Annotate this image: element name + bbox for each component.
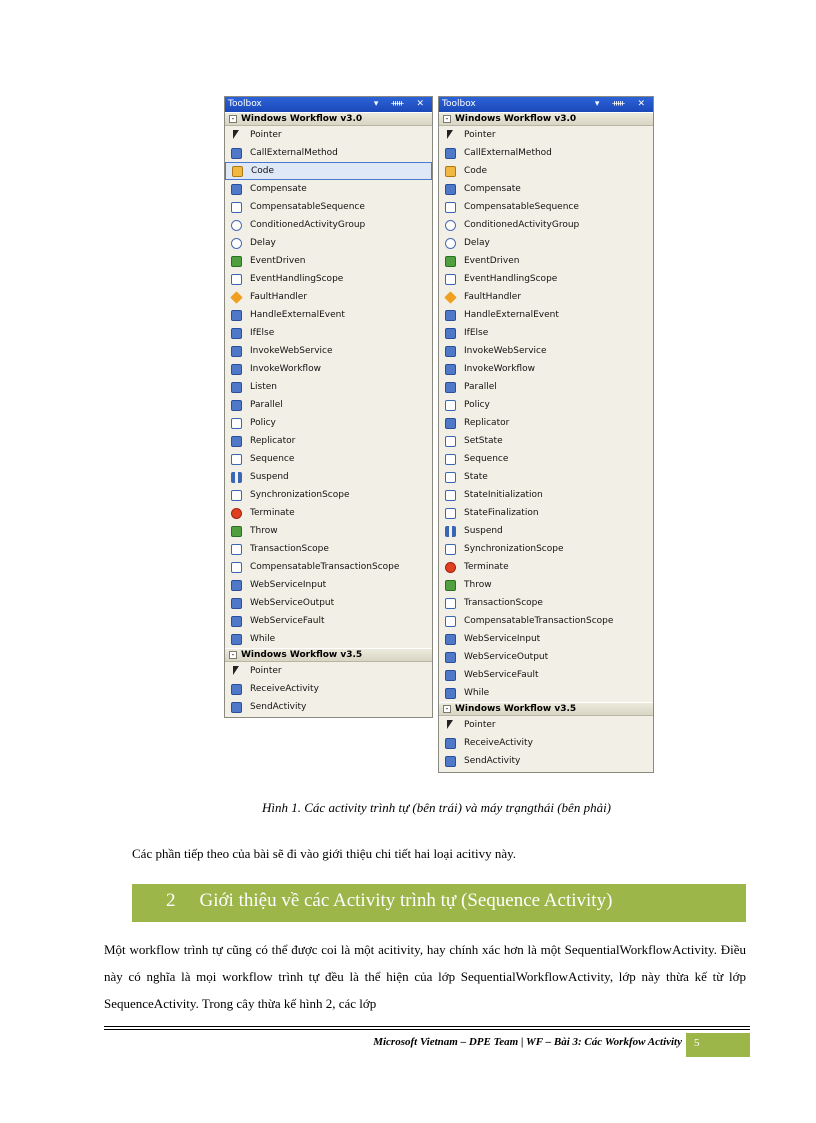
state-icon: [445, 472, 456, 483]
toolbox-item-web-service-input[interactable]: [225, 576, 432, 594]
body-paragraph: Một workflow trình tự cũng có thể được coi là một acitivity, hay chính xác hơn là một SequentialWorkflowActivity. Điều này có nghĩa là mọi workflow trình tự đều là thể hiện của lớp SequentialWorkflowActivity, lớp này thừa kế từ lớp SequenceActivity. Trong cây thừa kế hình 2, các lớp: [104, 942, 746, 1011]
compensatable-transaction-scope-icon: [445, 616, 456, 627]
collapse-icon[interactable]: -: [443, 705, 451, 713]
toolbox-item-label: CallExternalMethod: [464, 148, 552, 158]
toolbox-item-terminate[interactable]: [225, 504, 432, 522]
web-service-output-icon: [231, 598, 242, 609]
footer-rule: [104, 1026, 750, 1027]
toolbox-item-label: Parallel: [250, 400, 283, 410]
toolbox-item-label: Terminate: [250, 508, 295, 518]
set-state-icon: [445, 436, 456, 447]
toolbox-item-compensatable-transaction-scope[interactable]: [225, 558, 432, 576]
toolbox-item-label: CompensatableTransactionScope: [464, 616, 614, 626]
toolbox-item-label: EventHandlingScope: [250, 274, 344, 284]
toolbox-item-label: Policy: [250, 418, 276, 428]
web-service-input-icon: [231, 580, 242, 591]
toolbox-item-pointer[interactable]: [225, 662, 432, 680]
toolbox-item-label: Pointer: [464, 130, 496, 140]
send-activity-icon: [445, 756, 456, 767]
toolbox-item-delay[interactable]: [225, 234, 432, 252]
toolbox-item-web-service-fault[interactable]: [439, 666, 653, 684]
toolbox-titlebar: [439, 97, 653, 112]
parallel-icon: [445, 382, 456, 393]
policy-icon: [231, 418, 242, 429]
toolbox-item-fault-handler[interactable]: [439, 288, 653, 306]
toolbox-item-label: WebServiceInput: [250, 580, 327, 590]
toolbox-item-label: Code: [251, 166, 275, 176]
handle-external-event-icon: [445, 310, 456, 321]
toolbox-item-label: StateInitialization: [464, 490, 543, 500]
toolbox-item-label: InvokeWorkflow: [250, 364, 321, 374]
section-title: Giới thiệu về các Activity trình tự (Sequence Activity): [199, 890, 613, 911]
toolbox-item-throw[interactable]: [225, 522, 432, 540]
toolbox-item-label: CallExternalMethod: [250, 148, 338, 158]
window-controls-icon[interactable]: ▾ ᚔ ✕: [594, 99, 650, 109]
toolbox-item-transaction-scope[interactable]: [439, 594, 653, 612]
toolbox-right: [438, 96, 654, 773]
toolbox-item-label: ConditionedActivityGroup: [464, 220, 580, 230]
page-number: 5: [686, 1033, 750, 1057]
toolbox-item-synchronization-scope[interactable]: [225, 486, 432, 504]
section-heading: [132, 884, 746, 922]
toolbox-item-label: SynchronizationScope: [464, 544, 564, 554]
suspend-icon: [445, 526, 456, 537]
toolbox-item-label: SendActivity: [250, 702, 307, 712]
item-list: [439, 126, 653, 702]
toolbox-item-label: HandleExternalEvent: [464, 310, 559, 320]
toolbox-item-parallel[interactable]: [439, 378, 653, 396]
toolbox-item-state-initialization[interactable]: [439, 486, 653, 504]
toolbox-item-label: SetState: [464, 436, 503, 446]
toolbox-item-replicator[interactable]: [439, 414, 653, 432]
toolbox-item-label: Sequence: [250, 454, 295, 464]
toolbox-item-web-service-output[interactable]: [225, 594, 432, 612]
toolbox-item-while[interactable]: [439, 684, 653, 702]
toolbox-item-web-service-input[interactable]: [439, 630, 653, 648]
synchronization-scope-icon: [445, 544, 456, 555]
compensate-icon: [231, 184, 242, 195]
toolbox-item-conditioned-activity-group[interactable]: [439, 216, 653, 234]
replicator-icon: [231, 436, 242, 447]
pointer-icon: [231, 666, 242, 677]
toolbox-item-label: InvokeWebService: [250, 346, 333, 356]
toolbox-item-label: While: [464, 688, 490, 698]
toolbox-item-label: While: [250, 634, 276, 644]
toolbox-item-label: Pointer: [464, 720, 496, 730]
suspend-icon: [231, 472, 242, 483]
sequence-icon: [231, 454, 242, 465]
toolbox-title: Toolbox: [442, 99, 476, 109]
toolbox-item-sequence[interactable]: [225, 450, 432, 468]
toolbox-item-send-activity[interactable]: [225, 698, 432, 716]
compensatable-transaction-scope-icon: [231, 562, 242, 573]
toolbox-left: [224, 96, 433, 718]
group-label: Windows Workflow v3.5: [241, 650, 363, 660]
toolbox-item-policy[interactable]: [439, 396, 653, 414]
toolbox-item-event-handling-scope[interactable]: [225, 270, 432, 288]
fault-handler-icon: [444, 291, 456, 303]
toolbox-item-label: ReceiveActivity: [464, 738, 533, 748]
terminate-icon: [445, 562, 456, 573]
toolbox-title: Toolbox: [228, 99, 262, 109]
state-initialization-icon: [445, 490, 456, 501]
call-external-method-icon: [231, 148, 242, 159]
toolbox-item-label: FaultHandler: [464, 292, 522, 302]
toolbox-item-label: CompensatableTransactionScope: [250, 562, 400, 572]
toolbox-item-receive-activity[interactable]: [439, 734, 653, 752]
toolbox-item-if-else[interactable]: [439, 324, 653, 342]
throw-icon: [231, 526, 242, 537]
toolbox-item-pointer[interactable]: [225, 126, 432, 144]
state-finalization-icon: [445, 508, 456, 519]
group-label: Windows Workflow v3.0: [455, 114, 577, 124]
toolbox-item-label: Terminate: [464, 562, 509, 572]
toolbox-item-label: Replicator: [250, 436, 296, 446]
intro-paragraph: Các phần tiếp theo của bài sẽ đi vào giới thiệu chi tiết hai loại acitivy này.: [132, 846, 516, 861]
toolbox-item-while[interactable]: [225, 630, 432, 648]
while-icon: [231, 634, 242, 645]
toolbox-item-label: EventHandlingScope: [464, 274, 558, 284]
toolbox-item-state[interactable]: [439, 468, 653, 486]
toolbox-item-replicator[interactable]: [225, 432, 432, 450]
toolbox-item-transaction-scope[interactable]: [225, 540, 432, 558]
toolbox-item-invoke-workflow[interactable]: [439, 360, 653, 378]
toolbox-item-set-state[interactable]: [439, 432, 653, 450]
compensatable-sequence-icon: [231, 202, 242, 213]
collapse-icon[interactable]: -: [443, 115, 451, 123]
synchronization-scope-icon: [231, 490, 242, 501]
pointer-icon: [445, 720, 456, 731]
footer-text: Microsoft Vietnam – DPE Team | WF – Bài 3: Các Workfow Activity: [373, 1036, 682, 1048]
toolbox-item-receive-activity[interactable]: [225, 680, 432, 698]
sequence-icon: [445, 454, 456, 465]
toolbox-item-fault-handler[interactable]: [225, 288, 432, 306]
policy-icon: [445, 400, 456, 411]
toolbox-item-handle-external-event[interactable]: [439, 306, 653, 324]
figure-caption: Hình 1. Các activity trình tự (bên trái) và máy trạngthái (bên phải): [262, 800, 612, 815]
toolbox-item-label: IfElse: [250, 328, 275, 338]
toolbox-item-compensate[interactable]: [225, 180, 432, 198]
toolbox-item-compensatable-sequence[interactable]: [439, 198, 653, 216]
handle-external-event-icon: [231, 310, 242, 321]
code-icon: [445, 166, 456, 177]
toolbox-item-suspend[interactable]: [225, 468, 432, 486]
transaction-scope-icon: [445, 598, 456, 609]
delay-icon: [231, 238, 242, 249]
conditioned-activity-group-icon: [231, 220, 242, 231]
toolbox-item-label: Throw: [250, 526, 278, 536]
invoke-workflow-icon: [231, 364, 242, 375]
toolbox-item-label: Policy: [464, 400, 490, 410]
toolbox-item-label: WebServiceOutput: [250, 598, 335, 608]
if-else-icon: [231, 328, 242, 339]
call-external-method-icon: [445, 148, 456, 159]
item-list: [225, 662, 432, 716]
toolbox-item-label: ReceiveActivity: [250, 684, 319, 694]
toolbox-item-handle-external-event[interactable]: [225, 306, 432, 324]
toolbox-item-state-finalization[interactable]: [439, 504, 653, 522]
send-activity-icon: [231, 702, 242, 713]
invoke-web-service-icon: [445, 346, 456, 357]
toolbox-item-invoke-web-service[interactable]: [439, 342, 653, 360]
toolbox-item-label: EventDriven: [464, 256, 520, 266]
group-header-v30[interactable]: [439, 112, 653, 126]
toolbox-item-delay[interactable]: [439, 234, 653, 252]
event-driven-icon: [231, 256, 242, 267]
toolbox-item-code[interactable]: [225, 162, 432, 180]
toolbox-item-label: HandleExternalEvent: [250, 310, 345, 320]
section-number: 2: [166, 890, 176, 911]
web-service-fault-icon: [231, 616, 242, 627]
replicator-icon: [445, 418, 456, 429]
toolbox-item-label: WebServiceFault: [250, 616, 325, 626]
toolbox-item-web-service-fault[interactable]: [225, 612, 432, 630]
toolbox-item-label: Compensate: [250, 184, 307, 194]
collapse-icon[interactable]: -: [229, 651, 237, 659]
invoke-web-service-icon: [231, 346, 242, 357]
toolbox-item-label: Pointer: [250, 130, 282, 140]
toolbox-item-pointer[interactable]: [439, 716, 653, 734]
toolbox-item-label: ConditionedActivityGroup: [250, 220, 366, 230]
compensatable-sequence-icon: [445, 202, 456, 213]
invoke-workflow-icon: [445, 364, 456, 375]
toolbox-item-invoke-workflow[interactable]: [225, 360, 432, 378]
toolbox-item-label: WebServiceFault: [464, 670, 539, 680]
web-service-input-icon: [445, 634, 456, 645]
item-list: [225, 126, 432, 648]
toolbox-item-label: IfElse: [464, 328, 489, 338]
toolbox-item-label: Delay: [250, 238, 276, 248]
toolbox-item-listen[interactable]: [225, 378, 432, 396]
toolbox-item-terminate[interactable]: [439, 558, 653, 576]
toolbox-item-label: Suspend: [464, 526, 503, 536]
transaction-scope-icon: [231, 544, 242, 555]
delay-icon: [445, 238, 456, 249]
event-driven-icon: [445, 256, 456, 267]
toolbox-item-label: InvokeWebService: [464, 346, 547, 356]
group-header-v30[interactable]: [225, 112, 432, 126]
toolbox-item-label: Parallel: [464, 382, 497, 392]
toolbox-item-label: Suspend: [250, 472, 289, 482]
toolbox-item-label: Sequence: [464, 454, 509, 464]
toolbox-item-label: Pointer: [250, 666, 282, 676]
toolbox-item-compensate[interactable]: [439, 180, 653, 198]
toolbox-item-send-activity[interactable]: [439, 752, 653, 770]
event-handling-scope-icon: [445, 274, 456, 285]
receive-activity-icon: [231, 684, 242, 695]
toolbox-item-label: Listen: [250, 382, 277, 392]
parallel-icon: [231, 400, 242, 411]
group-label: Windows Workflow v3.5: [455, 704, 577, 714]
while-icon: [445, 688, 456, 699]
group-header-v35[interactable]: [225, 648, 432, 662]
pointer-icon: [445, 130, 456, 141]
toolbox-item-label: Throw: [464, 580, 492, 590]
toolbox-item-code[interactable]: [439, 162, 653, 180]
window-controls-icon[interactable]: ▾ ᚔ ✕: [373, 99, 429, 109]
item-list: [439, 716, 653, 770]
code-icon: [232, 166, 243, 177]
footer-rule: [104, 1029, 750, 1030]
toolbox-item-if-else[interactable]: [225, 324, 432, 342]
toolbox-item-label: State: [464, 472, 488, 482]
toolbox-item-event-driven[interactable]: [439, 252, 653, 270]
toolbox-item-label: WebServiceOutput: [464, 652, 549, 662]
toolbox-item-parallel[interactable]: [225, 396, 432, 414]
receive-activity-icon: [445, 738, 456, 749]
toolbox-item-event-driven[interactable]: [225, 252, 432, 270]
toolbox-item-label: Delay: [464, 238, 490, 248]
group-header-v35[interactable]: [439, 702, 653, 716]
event-handling-scope-icon: [231, 274, 242, 285]
pointer-icon: [231, 130, 242, 141]
toolbox-item-label: TransactionScope: [464, 598, 543, 608]
toolbox-item-throw[interactable]: [439, 576, 653, 594]
toolbox-item-synchronization-scope[interactable]: [439, 540, 653, 558]
compensate-icon: [445, 184, 456, 195]
listen-icon: [231, 382, 242, 393]
group-label: Windows Workflow v3.0: [241, 114, 363, 124]
toolbox-item-invoke-web-service[interactable]: [225, 342, 432, 360]
toolbox-item-label: InvokeWorkflow: [464, 364, 535, 374]
toolbox-item-label: TransactionScope: [250, 544, 329, 554]
web-service-fault-icon: [445, 670, 456, 681]
collapse-icon[interactable]: -: [229, 115, 237, 123]
toolbox-item-label: CompensatableSequence: [464, 202, 579, 212]
toolbox-item-event-handling-scope[interactable]: [439, 270, 653, 288]
toolbox-item-label: CompensatableSequence: [250, 202, 365, 212]
fault-handler-icon: [230, 291, 242, 303]
toolbox-item-sequence[interactable]: [439, 450, 653, 468]
toolbox-item-label: StateFinalization: [464, 508, 539, 518]
web-service-output-icon: [445, 652, 456, 663]
toolbox-item-compensatable-sequence[interactable]: [225, 198, 432, 216]
toolbox-item-label: EventDriven: [250, 256, 306, 266]
toolbox-item-web-service-output[interactable]: [439, 648, 653, 666]
toolbox-item-label: WebServiceInput: [464, 634, 541, 644]
toolbox-item-suspend[interactable]: [439, 522, 653, 540]
toolbox-titlebar: [225, 97, 432, 112]
toolbox-item-label: SynchronizationScope: [250, 490, 350, 500]
toolbox-item-label: FaultHandler: [250, 292, 308, 302]
toolbox-item-label: Replicator: [464, 418, 510, 428]
conditioned-activity-group-icon: [445, 220, 456, 231]
toolbox-item-pointer[interactable]: [439, 126, 653, 144]
toolbox-item-label: Compensate: [464, 184, 521, 194]
toolbox-item-conditioned-activity-group[interactable]: [225, 216, 432, 234]
toolbox-item-policy[interactable]: [225, 414, 432, 432]
if-else-icon: [445, 328, 456, 339]
toolbox-item-label: SendActivity: [464, 756, 521, 766]
toolbox-item-label: Code: [464, 166, 488, 176]
toolbox-item-call-external-method[interactable]: [439, 144, 653, 162]
toolbox-item-compensatable-transaction-scope[interactable]: [439, 612, 653, 630]
toolbox-item-call-external-method[interactable]: [225, 144, 432, 162]
terminate-icon: [231, 508, 242, 519]
throw-icon: [445, 580, 456, 591]
